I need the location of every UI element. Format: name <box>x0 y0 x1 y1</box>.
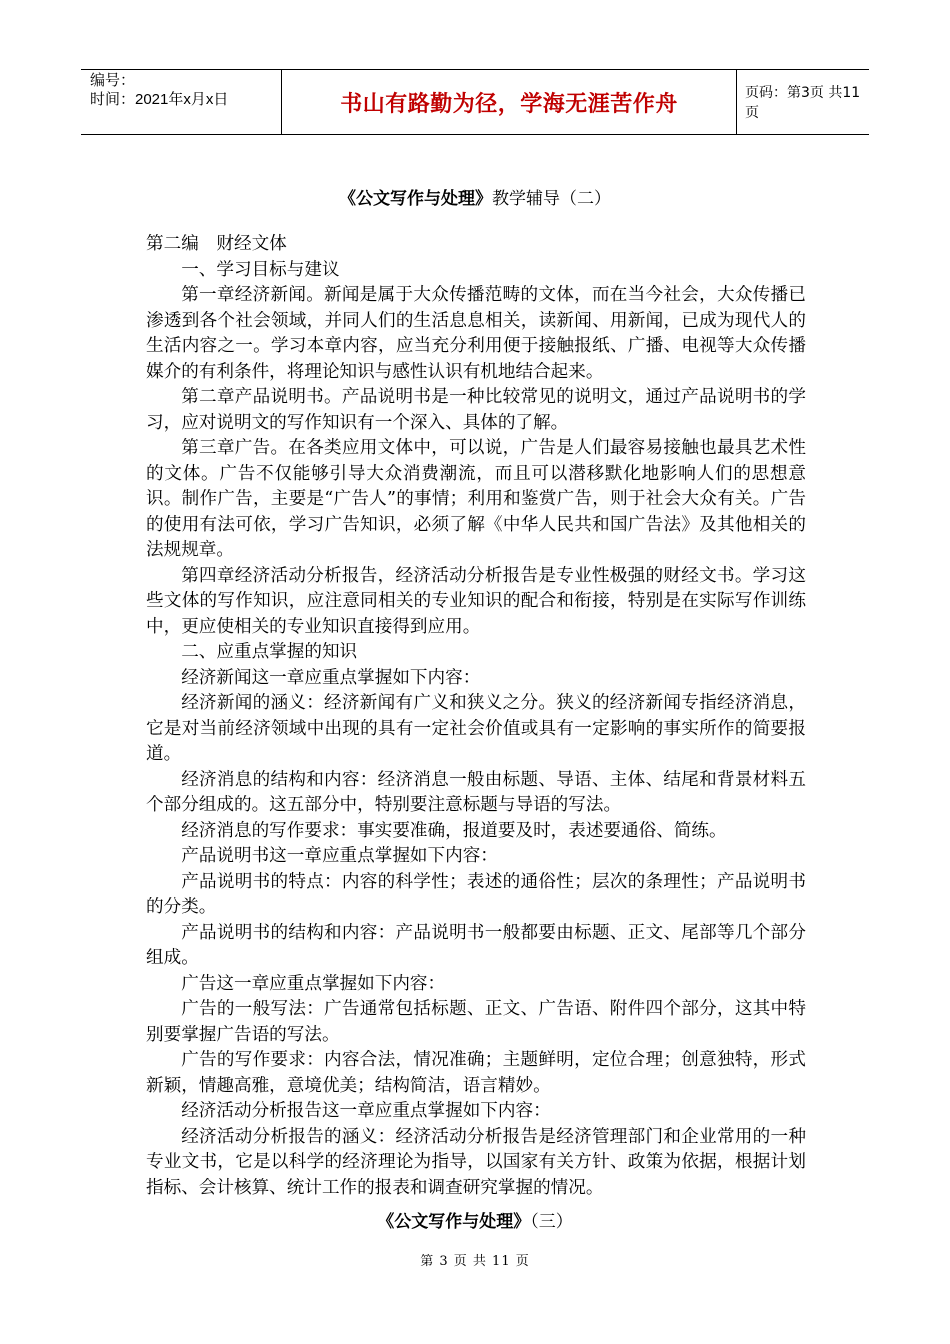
time-label: 时间：2021年x月x日 <box>90 91 229 108</box>
paragraph: 第二章产品说明书。产品说明书是一种比较常见的说明文，通过产品说明书的学习，应对说明文的写作知识有一个深入、具体的了解。 <box>146 387 806 433</box>
section-heading: 第二编 财经文体 <box>146 234 287 254</box>
paragraph: 第四章经济活动分析报告，经济活动分析报告是专业性极强的财经文书。学习这些文体的写作知识，应注意同相关的专业知识的配合和衔接，特别是在实际写作训练中，更应使相关的专业知识直接得到应用。 <box>146 565 806 637</box>
title2-rest: （三） <box>530 1212 573 1232</box>
header-motto-cell <box>281 70 737 134</box>
page-footer: 第 3 页 共 11 页 <box>420 1254 530 1269</box>
paragraph: 第三章广告。在各类应用文体中，可以说，广告是人们最容易接触也最具艺术性的文体。广告不仅能够引导大众消费潮流，而且可以潜移默化地影响人们的思想意识。制作广告，主要是“广告人”的事情；利用和鉴赏广告，则于社会大众有关。广告的使用有法可依，学习广告知识，必须了解《中华人民共和国广告法》及其他相关的法规规章。 <box>146 438 806 560</box>
title-bold: 《公文写作与处理》 <box>339 189 492 209</box>
heading-goals: 一、学习目标与建议 <box>181 259 340 280</box>
next-section-title <box>0 1207 950 1232</box>
title2-bold: 《公文写作与处理》 <box>377 1212 531 1232</box>
document-body <box>146 232 806 1201</box>
page-info: 页码：第3页 共11页 <box>745 85 861 121</box>
motto: 书山有路勤为径，学海无涯苦作舟 <box>340 91 678 117</box>
paragraph: 广告的一般写法：广告通常包括标题、正文、广告语、附件四个部分，这其中特别要掌握广告语的写法。 <box>146 999 806 1045</box>
header-page-info-cell <box>737 70 869 134</box>
paragraph: 经济消息的写作要求：事实要准确，报道要及时，表述要通俗、简练。 <box>181 820 727 841</box>
title-rest: 教学辅导（二） <box>492 189 611 209</box>
paragraph: 经济活动分析报告的涵义：经济活动分析报告是经济管理部门和企业常用的一种专业文书，它是以科学的经济理论为指导，以国家有关方针、政策为依据，根据计划指标、会计核算、统计工作的报表和调查研究掌握的情况。 <box>146 1126 806 1198</box>
number-label: 编号： <box>90 72 136 89</box>
paragraph: 经济消息的结构和内容：经济消息一般由标题、导语、主体、结尾和背景材料五个部分组成的。这五部分中，特别要注意标题与导语的写法。 <box>146 769 806 815</box>
document-title <box>0 184 950 209</box>
paragraph: 广告的写作要求：内容合法，情况准确；主题鲜明，定位合理；创意独特，形式新颖，情趣高雅，意境优美；结构简洁，语言精妙。 <box>146 1050 806 1096</box>
page-header <box>81 69 869 135</box>
paragraph: 第一章经济新闻。新闻是属于大众传播范畴的文体，而在当今社会，大众传播已渗透到各个社会领域，并同人们的生活息息相关，读新闻、用新闻，已成为现代人的生活内容之一。学习本章内容，应当充分利用便于接触报纸、广播、电视等大众传播媒介的有利条件，将理论知识与感性认识有机地结合起来。 <box>146 285 806 382</box>
header-meta <box>81 70 281 134</box>
heading-key-knowledge: 二、应重点掌握的知识 <box>181 642 358 662</box>
paragraph: 产品说明书的特点：内容的科学性；表述的通俗性；层次的条理性；产品说明书的分类。 <box>146 871 806 917</box>
paragraph: 广告这一章应重点掌握如下内容： <box>181 973 446 994</box>
paragraph: 产品说明书的结构和内容：产品说明书一般都要由标题、正文、尾部等几个部分组成。 <box>146 922 806 968</box>
paragraph: 经济活动分析报告这一章应重点掌握如下内容： <box>181 1101 551 1121</box>
paragraph: 产品说明书这一章应重点掌握如下内容： <box>181 846 498 866</box>
paragraph: 经济新闻的涵义：经济新闻有广义和狭义之分。狭义的经济新闻专指经济消息，它是对当前经济领域中出现的具有一定社会价值或具有一定影响的事实所作的简要报道。 <box>146 693 806 764</box>
paragraph: 经济新闻这一章应重点掌握如下内容： <box>181 667 481 688</box>
